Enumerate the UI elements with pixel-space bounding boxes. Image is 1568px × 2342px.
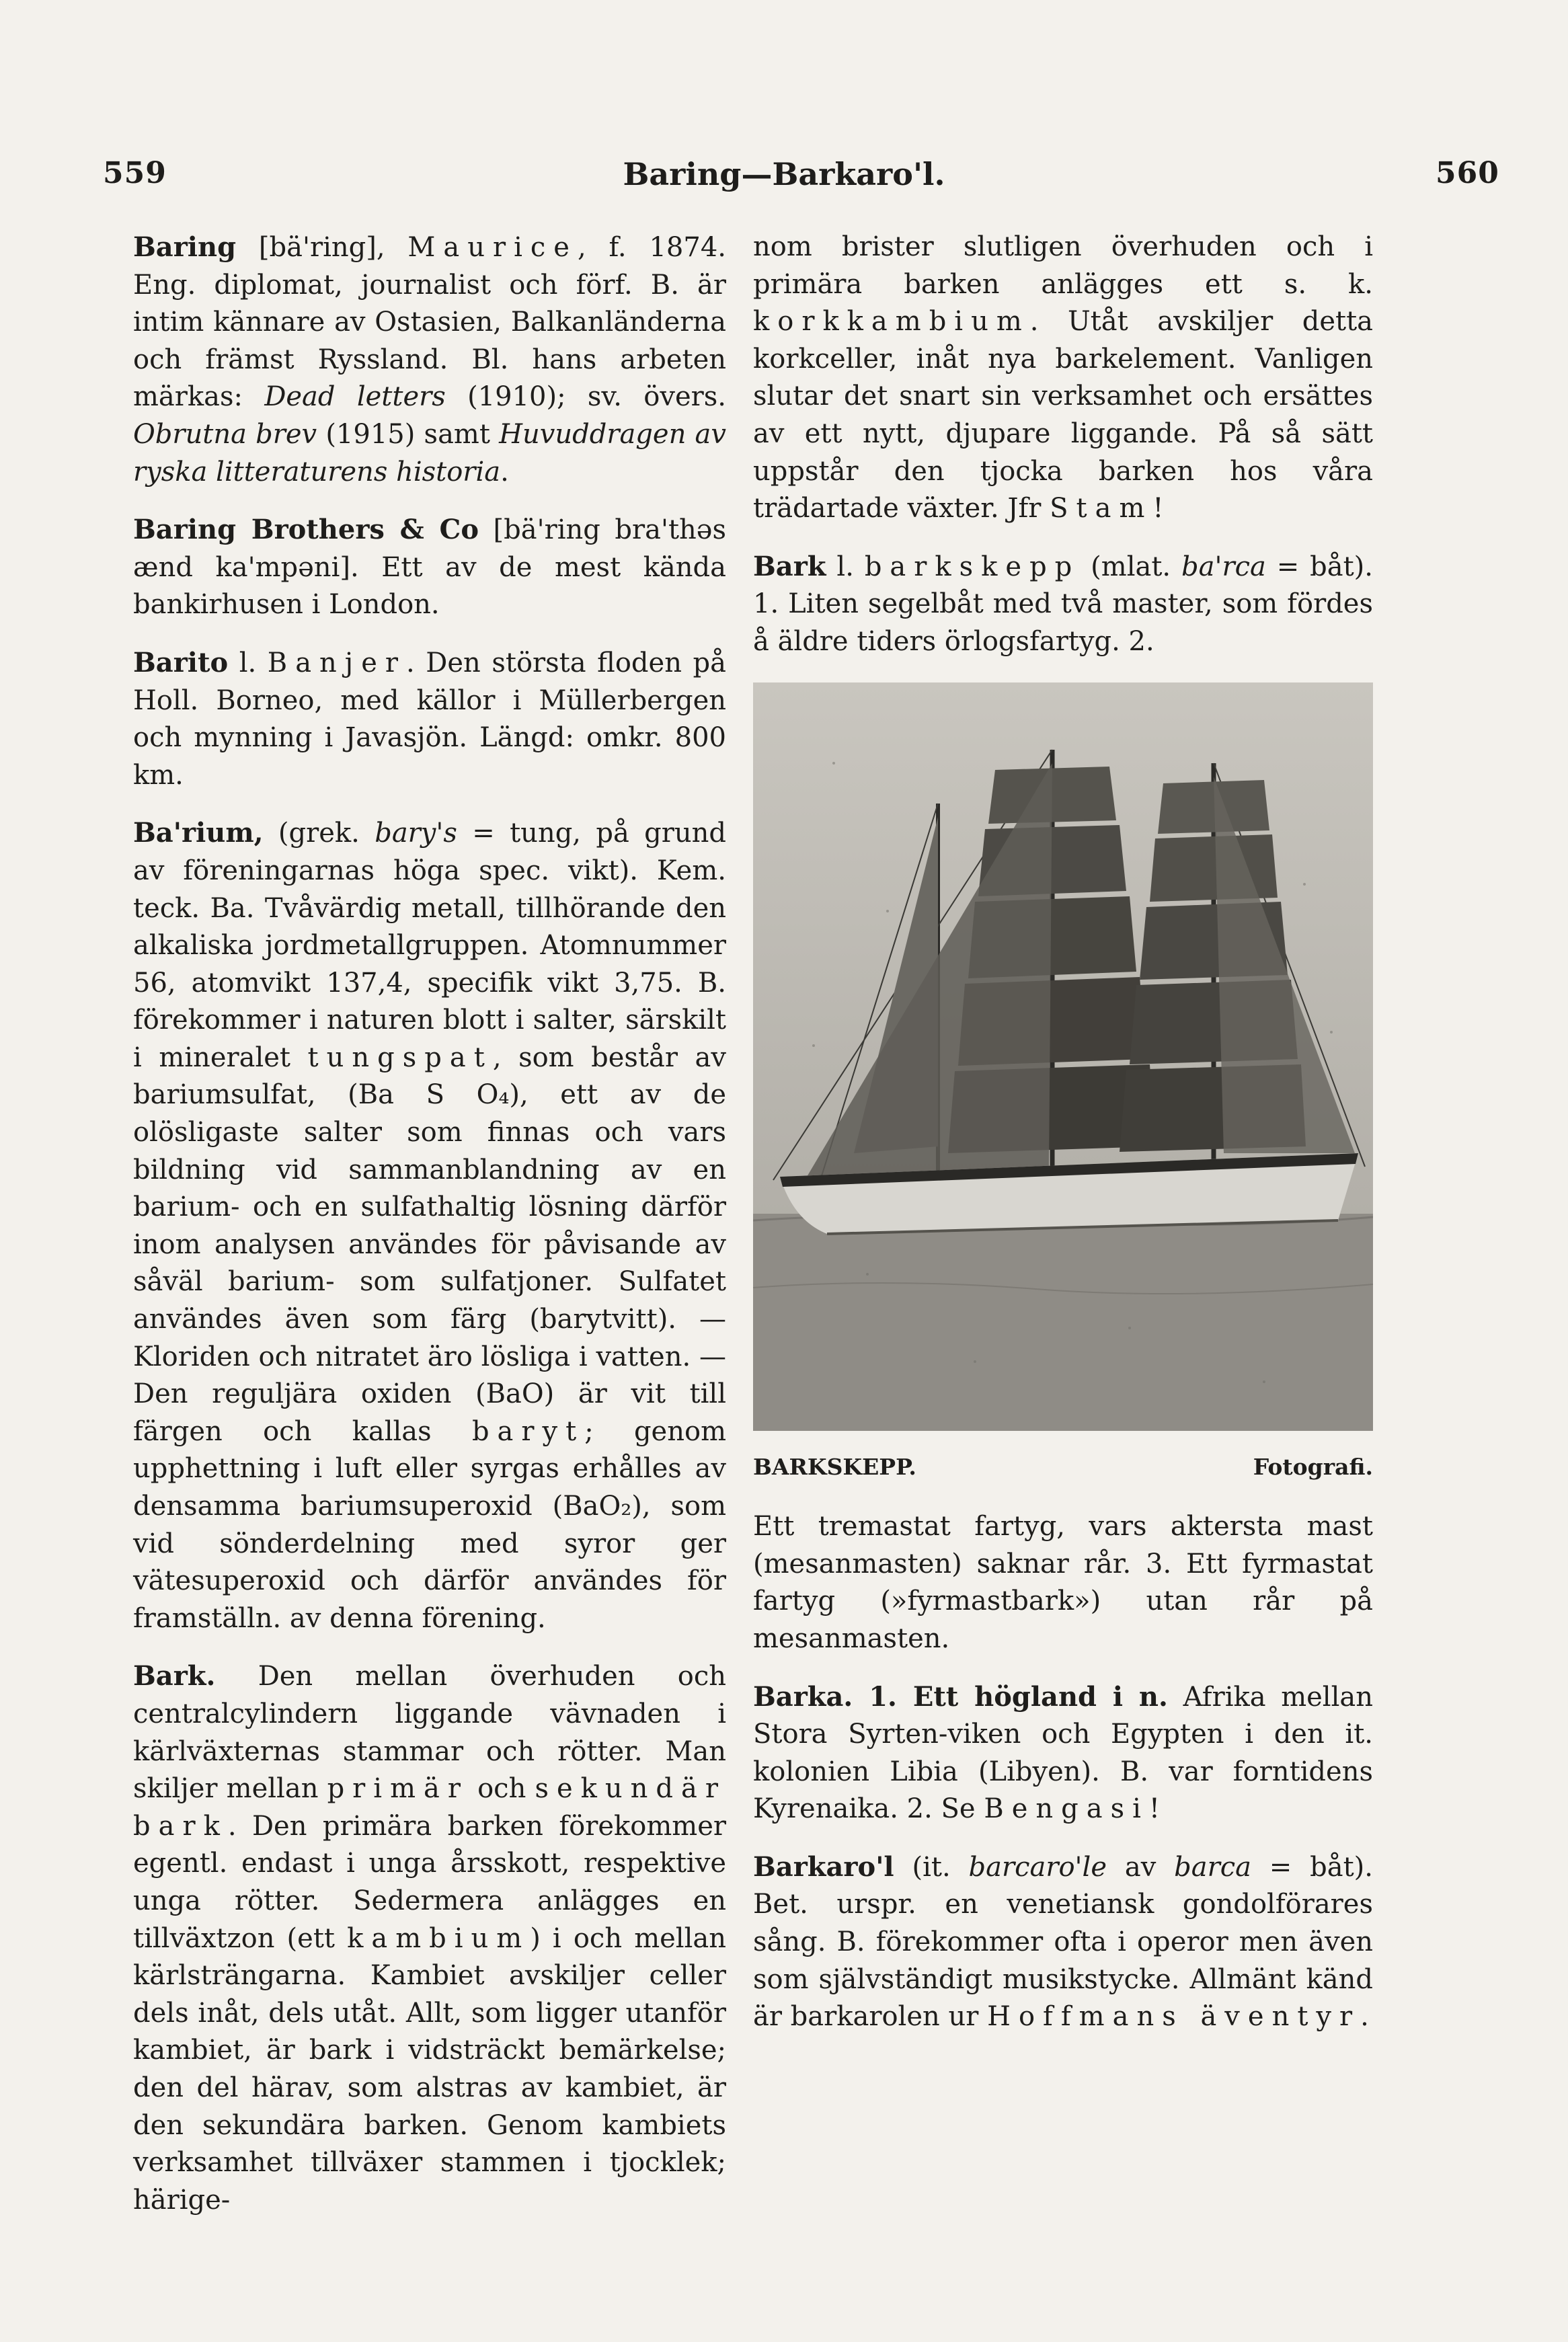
entry-barkarol: Barkaro'l (it. barcaro'le av barca = båt). Bet. urspr. en venetiansk gondolförares sång. B. förekommer ofta i operor men även som självständigt musikstycke. Allmänt känd är barkarolen ur Hoffmans äventyr. [753,1850,1374,2033]
entry-bark: Bark. Den mellan överhuden och centralcylindern liggande vävnaden i kärlväxternas stammar och rötter. Man skiljer mellan primär och sekundär bark. Den primära barken förekommer egentl. endast i unga årsskott, respektive unga rötter. Sedermera anlägges en tillväxtzon (ett kambium) i och mellan kärlsträngarna. Kambiet avskiljer celler dels inåt, dels utåt. Allt, som ligger utanför kambiet, är bark i vidsträckt bemärkelse; den del härav, som alstras av kambiet, är den sekundära barken. Genom kambiets verksamhet tillväxer stammen i tjocklek; härige- [133,1660,726,2216]
entry-bark-ship-continued: Ett tremastat fartyg, vars aktersta mast (mesanmasten) saknar rår. 3. Ett fyrmastat fartyg (»fyrmastbark») utan rår på mesanmasten. [753,1511,1373,1654]
figure-caption [753,1448,1373,1486]
entry-bark-continued: nom brister slutligen överhuden och i primära barken anlägges ett s. k. korkkambium. Utåt avskiljer detta korkceller, inåt nya barkelement. Vanligen slutar det snart sin verksamhet och ersättes av ett nytt, djupare liggande. På så sätt uppstår den tjocka barken hos våra trädartade växter. Jfr Stam! [753,231,1373,524]
running-header: Baring—Barkaro'l. [623,156,945,192]
ship-photograph [753,682,1373,1431]
right-column [753,229,1373,2056]
entry-barito: Barito l. Banjer. Den största floden på Holl. Borneo, med källor i Müllerbergen och mynning i Javasjön. Längd: omkr. 800 km. [133,646,726,791]
entry-barka: Barka. 1. Ett högland i n. Afrika mellan Stora Syrten-viken och Egypten i den it. kolonien Libia (Libyen). B. var forntidens Kyrenaika. 2. Se Bengasi! [753,1680,1374,1825]
figure-barkskepp [753,682,1373,1486]
caption-credit: Fotografi. [1253,1453,1373,1480]
caption-title: BARKSKEPP. [753,1453,916,1480]
entry-baring: Baring [bä'ring], Maurice, f. 1874. Eng. diplomat, journalist och förf. B. är intim kännare av Ostasien, Balkanländerna och främst Ryssland. Bl. hans arbeten märkas: Dead letters (1910); sv. övers. Obrutna brev (1915) samt Huvuddragen av ryska litteraturens historia. [133,231,727,487]
entry-baring-brothers: Baring Brothers & Co [bä'ring bra'thəs ænd ka'mpəni]. Ett av de mest kända bankirhusen i London. [133,514,727,621]
left-column [133,229,726,2239]
entry-bark-ship: Bark l. barkskepp (mlat. ba'rca = båt). 1. Liten segelbåt med två master, som fördes å äldre tiders örlogsfartyg. 2. [753,550,1374,657]
page-number-right: 560 [1436,156,1499,190]
entry-barium: Ba'rium, (grek. bary's = tung, på grund av föreningarnas höga spec. vikt). Kem. teck. Ba. Tvåvärdig metall, tillhörande den alkaliska jordmetallgruppen. Atomnummer 56, atomvikt 137,4, specifik vikt 3,75. B. förekommer i naturen blott i salter, särskilt i mineralet tungspat, som består av bariumsulfat, (Ba S O₄), ett av de olösligaste salter som finnas och vars bildning vid sammanblandning av en barium- och en sulfathaltig lösning därför inom analysen användes för påvisande av såväl barium- som sulfatjoner. Sulfatet användes även som färg (barytvitt). — Kloriden och nitratet äro lösliga i vatten. — Den reguljära oxiden (BaO) är vit till färgen och kallas baryt; genom upphettning i luft eller syrgas erhålles av densamma bariumsuperoxid (BaO₂), som vid sönderdelning med syror ger vätesuperoxid och därför användes för framställn. av denna förening. [133,817,727,1634]
page-number-left: 559 [103,156,167,190]
